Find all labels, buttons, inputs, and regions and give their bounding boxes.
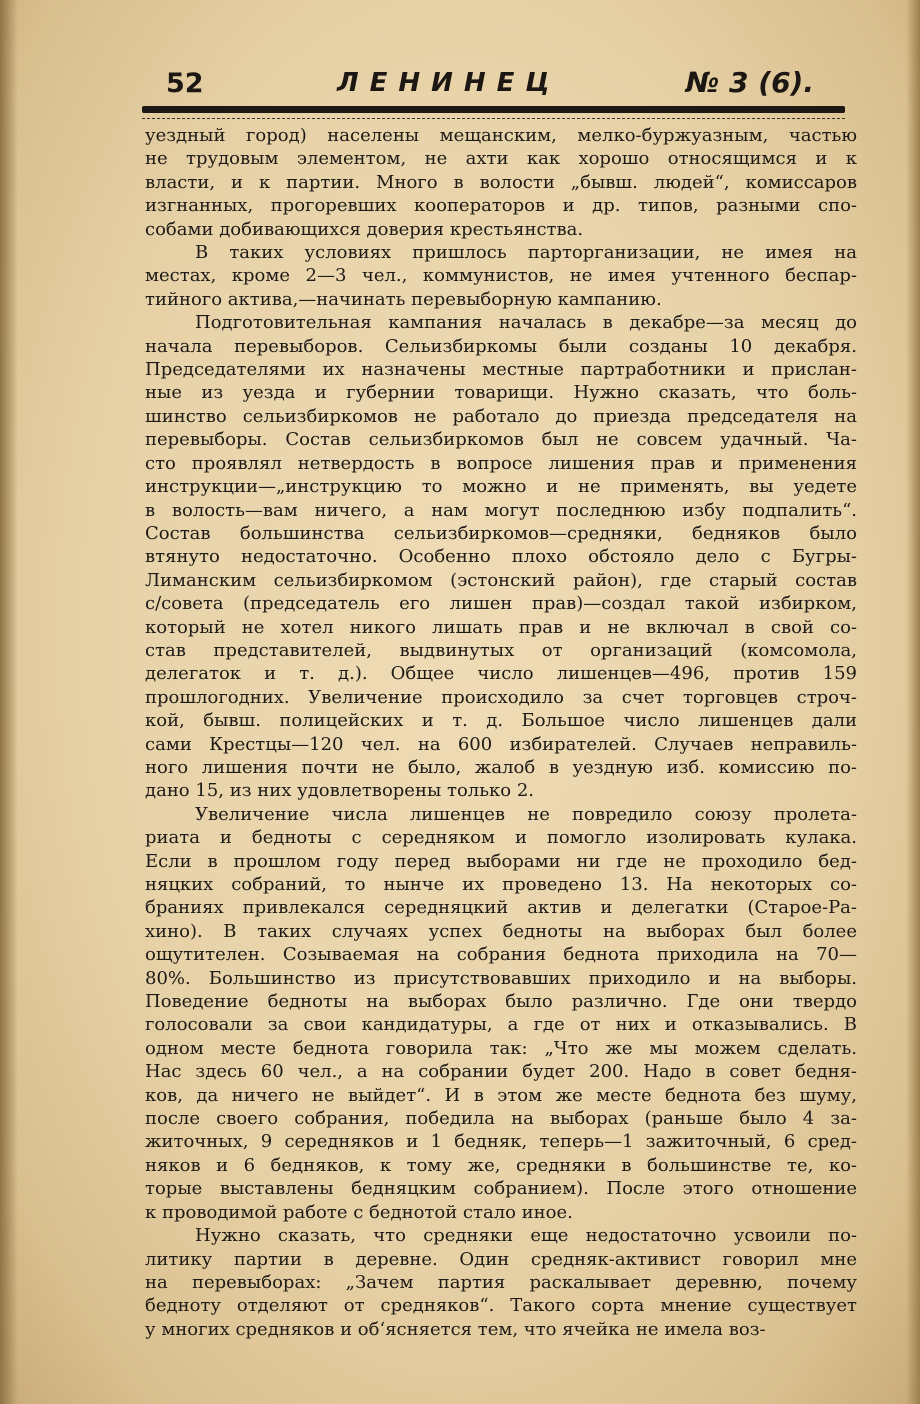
text-line: литику партии в деревне. Один средняк-активист говорил мне — [145, 1248, 857, 1270]
text-line: браниях привлекался середняцкий актив и делегатки (Старое-Ра- — [145, 897, 857, 919]
text-line: сами Крестцы—120 чел. на 600 избирателей. Случаев неправиль- — [145, 733, 857, 755]
publication-title: ЛЕНИНЕЦ — [337, 68, 561, 98]
page-number: 52 — [166, 68, 204, 99]
text-line: дано 15, из них удовлетворены только 2. — [145, 780, 535, 802]
text-line: тийного актива,—начинать перевыборную кампанию. — [145, 288, 662, 310]
text-line: уездный город) населены мещанским, мелко-буржуазным, частью — [145, 125, 857, 146]
text-line: Председателями их назначены местные партработники и прислан- — [145, 359, 857, 381]
text-line: делегаток и т. д.). Общее число лишенцев—496, против 159 — [145, 663, 857, 685]
text-line: с/совета (председатель его лишен прав)—создал такой избирком, — [145, 593, 857, 615]
text-line: сто проявлял нетвердость в вопросе лишения прав и применения — [145, 452, 857, 474]
issue-number: № 3 (6). — [685, 66, 814, 99]
article-paragraph — [145, 803, 857, 1224]
text-line: Увеличение числа лишенцев не повредило союзу пролета- — [195, 803, 857, 825]
text-line: кой, бывш. полицейских и т. д. Большое число лишенцев дали — [145, 710, 857, 732]
text-line: Лиманским сельизбиркомом (эстонский район), где старый состав — [145, 569, 857, 591]
text-line: ощутителен. Созываемая на собрания беднота приходила на 70— — [145, 944, 857, 966]
article-paragraph — [145, 1224, 857, 1341]
text-line: одном месте беднота говорила так: „Что же мы можем сделать. — [145, 1037, 857, 1059]
text-line: ные из уезда и губернии товарищи. Нужно сказать, что боль- — [145, 382, 857, 404]
article-paragraph — [145, 124, 857, 241]
text-line: инструкции—„инструкцию то можно и не применять, вы уедете — [145, 476, 857, 498]
text-line: бедноту отделяют от средняков“. Такого сорта мнение существует — [145, 1295, 857, 1317]
text-line: торые выставлены бедняцким собранием). После этого отношение — [145, 1178, 857, 1200]
text-line: няцких собраний, то нынче их проведено 13. На некоторых со- — [145, 874, 857, 895]
article-paragraph — [145, 241, 857, 311]
text-line: втянуто недостаточно. Особенно плохо обстояло дело с Бугры- — [145, 546, 857, 568]
text-line: изгнанных, прогоревших кооператоров и др. типов, разными спо- — [145, 195, 857, 217]
text-line: перевыборы. Состав сельизбиркомов был не совсем удачный. Ча- — [145, 429, 857, 451]
article-paragraph — [145, 311, 857, 803]
text-line: к проводимой работе с беднотой стало иное. — [145, 1201, 573, 1223]
text-line: хино). В таких случаях успех бедноты на выборах был более — [145, 920, 857, 942]
text-line: голосовали за свои кандидатуры, а где от них и отказывались. В — [145, 1014, 857, 1036]
text-line: ного лишения почти не было, жалоб в уездную изб. комиссию по- — [145, 756, 857, 778]
text-line: Нас здесь 60 чел., а на собрании будет 200. Надо в совет бедня- — [145, 1061, 857, 1083]
text-line: риата и бедноты с середняком и помогло изолировать кулака. — [145, 827, 857, 849]
text-line: местах, кроме 2—3 чел., коммунистов, не имея учтенного беспар- — [145, 265, 857, 287]
text-line: В таких условиях пришлось парторганизации, не имея на — [195, 242, 857, 264]
text-line: 80%. Большинство из присутствовавших приходило и на выборы. — [145, 967, 857, 989]
header-rule — [142, 106, 845, 113]
text-line: собами добивающихся доверия крестьянства. — [145, 218, 584, 240]
text-line: после своего собрания, победила на выборах (раньше было 4 за- — [145, 1108, 857, 1130]
text-line: няков и 6 бедняков, к тому же, средняки в большинстве те, ко- — [145, 1154, 857, 1176]
text-line: прошлогодних. Увеличение происходило за счет торговцев строч- — [145, 686, 857, 708]
text-line: власти, и к партии. Много в волости „бывш. людей“, комиссаров — [145, 171, 857, 193]
text-line: Подготовительная кампания началась в декабре—за месяц до — [195, 312, 857, 334]
text-line: не трудовым элементом, не ахти как хорошо относящимся и к — [145, 148, 857, 170]
text-line: начала перевыборов. Сельизбиркомы были созданы 10 декабря. — [145, 335, 857, 357]
page-header — [142, 62, 844, 102]
text-line: на перевыборах: „Зачем партия раскалывает деревню, почему — [145, 1271, 857, 1293]
text-line: Если в прошлом году перед выборами ни где не проходило бед- — [145, 850, 857, 872]
text-line: Нужно сказать, что средняки еще недостаточно усвоили по- — [195, 1225, 857, 1247]
text-line: в волость—вам ничего, а нам могут последнюю избу подпалить“. — [145, 499, 857, 521]
text-line: который не хотел никого лишать прав и не включал в свой со- — [145, 616, 857, 638]
page-edge-shadow-right — [906, 0, 920, 1404]
article-body — [145, 124, 857, 1341]
text-line: у многих средняков и об‘ясняется тем, что ячейка не имела воз- — [145, 1318, 766, 1340]
text-line: Состав большинства сельизбиркомов—средняки, бедняков было — [145, 522, 857, 544]
text-line: шинство сельизбиркомов не работало до приезда председателя на — [145, 405, 857, 427]
text-line: Поведение бедноты на выборах было различно. Где они твердо — [145, 991, 857, 1013]
text-line: став представителей, выдвинутых от организаций (комсомола, — [145, 639, 857, 661]
page-edge-shadow-left — [0, 0, 18, 1404]
text-line: житочных, 9 середняков и 1 бедняк, теперь—1 зажиточный, 6 сред- — [145, 1131, 857, 1153]
header-rule-dashed — [142, 118, 845, 119]
text-line: ков, да ничего не выйдет“. И в этом же месте беднота без шуму, — [145, 1084, 857, 1106]
